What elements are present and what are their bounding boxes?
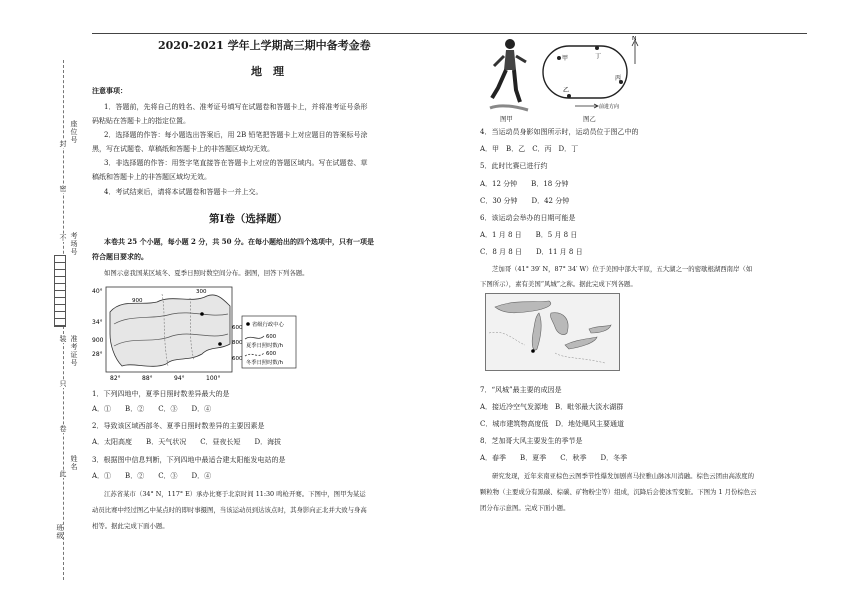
- chicago-marker: [531, 349, 535, 353]
- legend-summer: 夏季日照时数/h: [246, 343, 283, 349]
- map-lon-label: 100°: [206, 375, 221, 382]
- chicago-text: 下图所示），素有美国“风城”之称。据此完成下列各题。: [480, 280, 637, 288]
- jiangsu-text: 相等。据此完成下面小题。: [92, 522, 169, 530]
- top-rule: [92, 33, 807, 34]
- contour-label: 600: [232, 325, 243, 331]
- ticket-number-boxes: [54, 255, 66, 327]
- track-point: 甲: [562, 55, 569, 62]
- question-2: 2．导致该区域西部冬、夏季日照时数差异的主要因素是: [92, 422, 265, 430]
- options-8: A．春季 B．夏季 C．秋季 D．冬季: [480, 454, 628, 462]
- class-label: 班级: [56, 524, 64, 540]
- seal-char-1: 封: [59, 140, 67, 148]
- notice-line: 2．选择题的作答：每小题选出答案后，用 2B 铅笔把答题卡上对应题目的答案标号涂: [104, 131, 368, 139]
- options-3: A．① B．② C．③ D．④: [92, 472, 212, 480]
- legend-winter-value: 600: [266, 351, 277, 357]
- notice-line: 3．非选择题的作答：用签字笔直接答在答题卡上对应的答题区域内。写在试题卷、草: [104, 159, 368, 167]
- sunshine-map: [92, 284, 297, 384]
- notice-line: 稿纸和答题卡上的非答题区域均无效。: [92, 173, 211, 181]
- options-1: A．① B．② C．③ D．④: [92, 405, 212, 413]
- question-3: 3．根据图中信息判断，下列四地中最适合建太阳能发电站的是: [92, 456, 286, 464]
- seal-char-6: 只: [59, 380, 67, 388]
- ticket-number-label: 准考证号: [70, 335, 78, 367]
- seat-label: 座位号: [70, 120, 78, 144]
- map-lat-label: 28°: [92, 351, 103, 358]
- study-text: 研究发现，近年来南亚棕色云图季节性爆发加剧喜马拉雅山脉冰川消融。棕色云团由高浓度的: [492, 472, 755, 480]
- options-4: A．甲 B．乙 C．丙 D．丁: [480, 145, 579, 153]
- figure-caption-b: 图乙: [583, 115, 596, 123]
- legend-capital: 省级行政中心: [252, 322, 284, 328]
- section-intro: 本卷共 25 个小题，每小题 2 分，共 50 分。在每小题给出的四个选项中，只有一项是: [104, 237, 374, 246]
- legend-summer-value: 600: [266, 334, 277, 340]
- track-point: 乙: [563, 87, 570, 94]
- options-6a: A．1 月 8 日 B．5 月 8 日: [480, 231, 578, 239]
- notice-line: 4．考试结束后，请将本试题卷和答题卡一并上交。: [104, 188, 263, 196]
- map-lat-label: 34°: [92, 319, 103, 326]
- map-lon-label: 94°: [174, 375, 185, 382]
- exam-room-label: 考场号: [70, 232, 78, 256]
- capital-marker: [218, 342, 222, 346]
- seal-char-8: 此: [59, 470, 67, 478]
- direction-label: 前进方向: [599, 104, 620, 110]
- options-7a: A．接近冷空气发源地 B．毗邻最大淡水湖群: [480, 403, 624, 411]
- study-text: 团分布示意图。完成下面小题。: [480, 504, 570, 512]
- legend-winter: 冬季日照时数/h: [246, 360, 283, 366]
- notice-heading: 注意事项：: [92, 86, 127, 95]
- options-7b: C．城市建筑物高度低 D．地处飓风主要通道: [480, 420, 624, 428]
- chicago-text: 芝加哥（41° 39′ N，87° 34′ W）位于美国中部大平原，五大湖之一的密歇根湖西南岸（如: [492, 265, 753, 273]
- section-intro: 符合题目要求的。: [92, 252, 148, 261]
- notice-line: 1．答题前，先将自己的姓名、准考证号填写在试题卷和答题卡上，并将准考证号条形: [104, 103, 368, 111]
- contour-label: 600: [232, 356, 243, 362]
- map-lon-label: 88°: [142, 375, 153, 382]
- contour-label: 900: [132, 298, 143, 304]
- notice-line: 黑，写在试题卷、草稿纸和答题卡上的非答题区域均无效。: [92, 145, 274, 153]
- figure-caption-a: 图甲: [500, 115, 513, 123]
- question-6: 6．该运动会举办的日期可能是: [480, 214, 576, 222]
- north-label: N: [632, 36, 637, 42]
- options-2: A．太阳高度 B．天气状况 C．昼夜长短 D．海拔: [92, 438, 282, 446]
- map-lon-label: 82°: [110, 375, 121, 382]
- map-lat-label: 40°: [92, 288, 103, 295]
- track-point: 丁: [595, 53, 602, 60]
- seal-char-2: 密: [59, 185, 67, 193]
- options-6b: C．8 月 8 日 D．11 月 8 日: [480, 248, 583, 256]
- contour-label: 300: [196, 289, 207, 295]
- contour-label: 800: [232, 340, 243, 346]
- options-5a: A．12 分钟 B．18 分钟: [480, 180, 569, 188]
- seal-char-5: 装: [59, 335, 67, 343]
- track-point: 丙: [615, 75, 622, 82]
- seal-char-7: 卷: [59, 425, 67, 433]
- options-5b: C．30 分钟 D．42 分钟: [480, 197, 570, 205]
- name-label: 姓名: [70, 455, 78, 471]
- question-8: 8．芝加哥大风主要发生的季节是: [480, 437, 583, 445]
- map-lat-label: 900: [92, 337, 104, 344]
- jiangsu-text: 动员比赛中经过图乙中某点时的即时事摄图，当该运动员到达该点时，其身影向正北并大致与身高: [92, 506, 367, 514]
- question-1: 1．下列四地中，夏季日照时数差异最大的是: [92, 390, 230, 398]
- exam-title: 2020-2021 学年上学期高三期中备考金卷: [158, 39, 371, 52]
- section-title: 第Ⅰ卷（选择题）: [209, 213, 288, 225]
- seal-char-3: 不: [59, 234, 67, 242]
- notice-line: 码粘贴在答题卡上的指定位置。: [92, 117, 190, 125]
- runner-figure: [480, 36, 540, 116]
- study-text: 颗粒物（主要成分有黑碳、棕碳、矿物粉尘等）组成，沉降后会使冰雪变脏。下图为 1 月份棕色云: [480, 488, 757, 496]
- map-intro: 如图示意我国某区域冬、夏季日照时数空间分布。据图，回答下列各题。: [104, 269, 309, 277]
- jiangsu-text: 江苏省某市（34° N，117° E）承办比赛于北京时间 11:30 鸣枪开赛。下图中，图甲为某运: [104, 490, 366, 498]
- question-4: 4．当运动员身影如图所示时，运动员位于图乙中的: [480, 128, 639, 136]
- subject-title: 地 理: [251, 65, 284, 78]
- question-5: 5．此时比赛已进行约: [480, 162, 548, 170]
- track-figure: [535, 36, 645, 116]
- great-lakes-map: [485, 293, 620, 371]
- question-7: 7．“风城”最主要的成因是: [480, 386, 562, 394]
- capital-marker: [200, 312, 204, 316]
